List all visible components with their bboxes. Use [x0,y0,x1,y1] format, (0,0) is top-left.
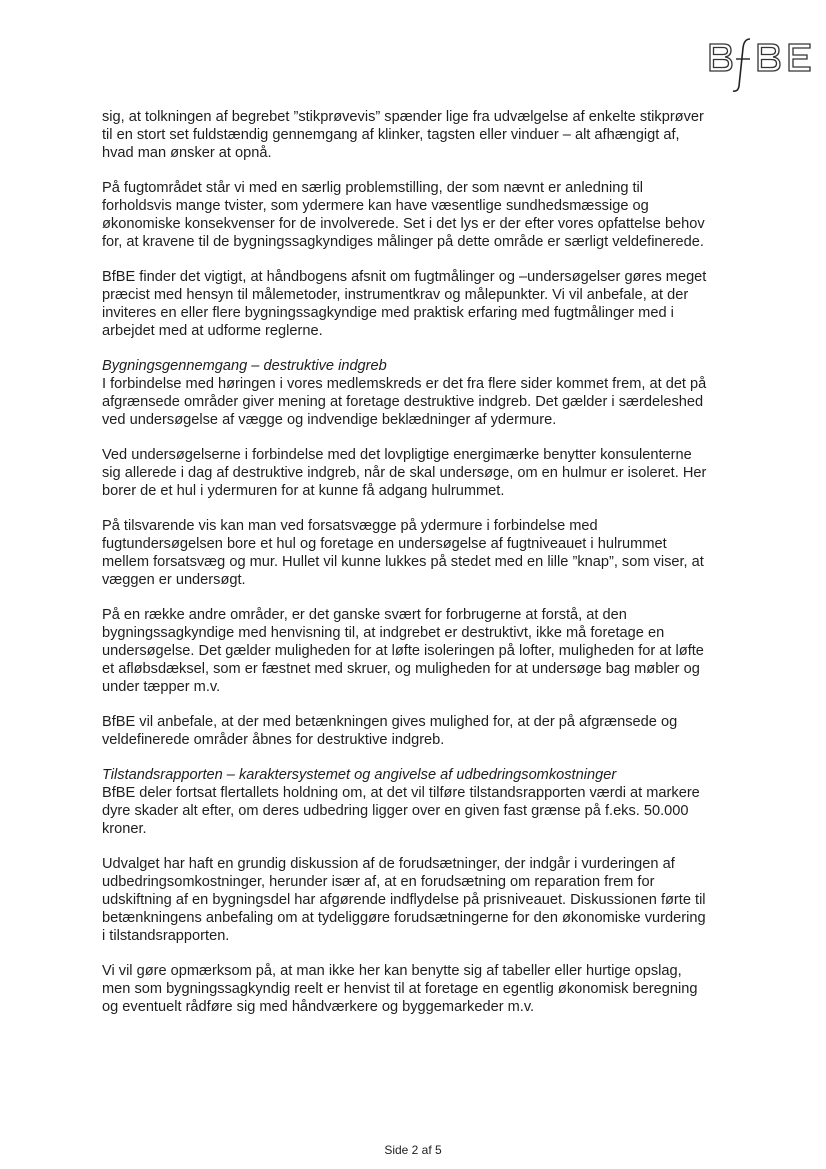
paragraph [102,179,710,251]
paragraph [102,268,710,340]
paragraph [102,446,710,500]
paragraph-text: På tilsvarende vis kan man ved forsatsvægge på ydermure i forbindelse med fugtundersøgelsen bore et hul og foretage en undersøgelse af fugtniveauet i hulrummet mellem forsatsvæg og mur. Hullet vil kunne lukkes på stedet med en lille ”knap”, som viser, at væggen er undersøgt. [102,518,704,588]
section-heading: Tilstandsrapporten – karaktersystemet og angivelse af udbedringsomkostninger [102,767,617,783]
paragraph [102,766,710,838]
paragraph-text: Vi vil gøre opmærksom på, at man ikke her kan benytte sig af tabeller eller hurtige opslag, men som bygningssagkyndig reelt er henvist til at foretage en egentlig økonomisk beregning og eventuelt rådføre sig med håndværkere og byggemarkeder m.v. [102,963,698,1015]
section-heading: Bygningsgennemgang – destruktive indgreb [102,358,387,374]
paragraph-text: BfBE vil anbefale, at der med betænkningen gives mulighed for, at der på afgrænsede og veldefinerede områder åbnes for destruktive indgreb. [102,714,678,748]
paragraph [102,855,710,945]
paragraph-text: Ved undersøgelserne i forbindelse med det lovpligtige energimærke benytter konsulenterne sig allerede i dag af destruktive indgreb, når de skal undersøge, om en hulmur er isoleret. Her borer de et hul i ydermuren for at kunne få adgang hulrummet. [102,447,707,499]
letter-body [102,108,710,1033]
paragraph [102,357,710,429]
paragraph-text: Udvalget har haft en grundig diskussion af de forudsætninger, der indgår i vurderingen af udbedringsomkostninger, herunder især af, at en forudsætning om reparation frem for udskiftning af en bygningsdel har afgørende indflydelse på prisniveauet. Diskussionen førte til betænkningens anbefaling om at tydeliggøre forudsætningerne for den økonomiske vurdering i tilstandsrapporten. [102,856,706,944]
paragraph-text: I forbindelse med høringen i vores medlemskreds er det fra flere sider kommet frem, at det på afgrænsede områder giver mening at foretage destruktive indgreb. Det gælder i særdeleshed ved undersøgelse af vægge og indvendige beklædninger af ydermure. [102,376,707,428]
paragraph-text: På en række andre områder, er det ganske svært for forbrugerne at forstå, at den bygningssagkyndige med henvisning til, at indgrebet er destruktivt, ikke må foretage en undersøgelse. Det gælder muligheden for at løfte isoleringen på lofter, muligheden for at løfte et afløbsdæksel, som er fæstnet med skruer, og muligheden for at undersøge bag møbler og under tæpper m.v. [102,607,704,695]
paragraph-text: BfBE finder det vigtigt, at håndbogens afsnit om fugtmålinger og –undersøgelser gøres meget præcist med hensyn til målemetoder, instrumentkrav og målepunkter. Vi vil anbefale, at der inviteres en eller flere bygningssagkyndige med praktisk erfaring med fugtmålinger med i arbejdet med at udforme reglerne. [102,269,707,339]
bfbe-logo-mark [706,38,816,94]
paragraph [102,713,710,749]
paragraph-text: sig, at tolkningen af begrebet ”stikprøvevis” spænder lige fra udvælgelse af enkelte stikprøver til en stort set fuldstændig gennemgang af klinker, tagsten eller vinduer – alt afhængigt af, hvad man ønsker at opnå. [102,109,704,161]
bfbe-logo [706,38,816,94]
paragraph [102,517,710,589]
paragraph [102,962,710,1016]
paragraph [102,108,710,162]
paragraph-text: BfBE deler fortsat flertallets holdning om, at det vil tilføre tilstandsrapporten værdi at markere dyre skader alt efter, om deres udbedring ligger over en given fast grænse på f.eks. 50.000 kroner. [102,785,700,837]
page-number: Side 2 af 5 [384,1143,442,1157]
paragraph [102,606,710,696]
paragraph-text: På fugtområdet står vi med en særlig problemstilling, der som nævnt er anledning til forholdsvis mange tvister, som ydermere kan have væsentlige sundhedsmæssige og økonomiske konsekvenser for de involverede. Set i det lys er der efter vores opfattelse behov for, at kravene til de bygningssagkyndiges målinger på dette område er særligt veldefinerede. [102,180,705,250]
